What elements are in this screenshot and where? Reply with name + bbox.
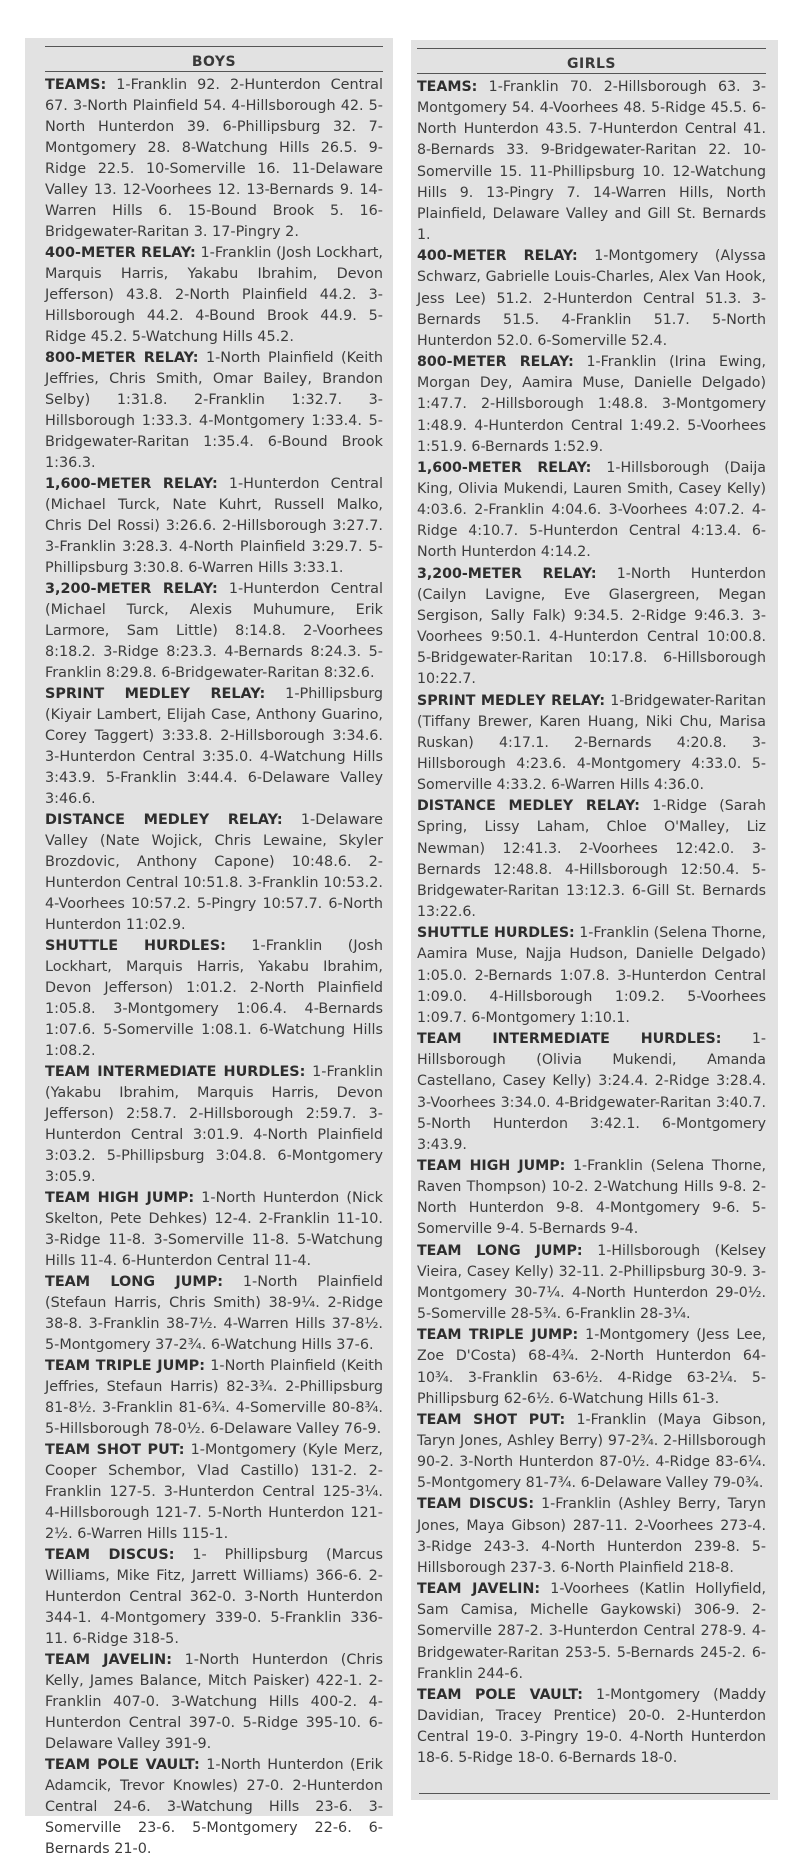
event-results-text: 1-Phillipsburg (Kiyair Lambert, Elijah Case, Anthony Guarino, Corey Taggert) 3:33.8. 2-Hillsborough 3:34.6. 3-Hunterdon Central 3:35.0. 4-Watchung Hills 3:43.9. 5-Franklin 3:44.4. 6-Delaware Valley 3:46.6. (45, 686, 383, 807)
boys-results-column (25, 38, 393, 1857)
event-label: TEAM HIGH JUMP: (45, 1190, 195, 1206)
event-result-entry (417, 1029, 766, 1156)
event-result-entry (417, 564, 766, 691)
girls-header (417, 40, 766, 74)
event-result-entry (45, 1356, 383, 1440)
event-label: 3,200-METER RELAY: (417, 565, 597, 582)
event-result-entry (417, 796, 766, 923)
boys-event-list (45, 75, 383, 1860)
event-results-text: 1-Franklin (Selena Thorne, Aamira Muse, Najja Hudson, Danielle Delgado) 1:05.0. 2-Bernards 1:07.8. 3-Hunterdon Central 1:09.0. 4-Hillsborough 1:09.2. 5-Voorhees 1:09.7. 6-Montgomery 1:10.1. (417, 925, 766, 1026)
event-label: TEAM TRIPLE JUMP: (417, 1327, 579, 1344)
header-bottom-rule (417, 73, 766, 74)
event-results-text: 1-Ridge (Sarah Spring, Lissy Laham, Chloe O'Malley, Liz Newman) 12:41.3. 2-Voorhees 12:42.0. 3-Bernards 12:48.8. 4-Hillsborough 12:50.4. 5-Bridgewater-Raritan 13:12.3. 6-Gill St. Bernards 13:22.6. (417, 798, 766, 921)
event-label: SPRINT MEDLEY RELAY: (45, 686, 266, 702)
event-results-text: 1-Franklin 70. 2-Hillsborough 63. 3-Montgomery 54. 4-Voorhees 48. 5-Ridge 45.5. 6- North Hunterdon 43.5. 7-Hunterdon Central 41. 8-Bernards 33. 9-Bridgewater-Raritan 22. 10-Somerville 15. 11-Phillipsburg 10. 12-Watchung Hills 9. 13-Pingry 7. 14-Warren Hills, North Plainfield, Delaware Valley and Gill St. Bernards 1. (417, 79, 766, 244)
event-results-text: 1- Phillipsburg (Marcus Williams, Mike Fitz, Jarrett Williams) 366-6. 2-Hunterdon Central 362-0. 3-North Hunterdon 344-1. 4-Montgomery 339-0. 5-Franklin 336-11. 6-Ridge 318-5. (45, 1547, 383, 1647)
event-result-entry (417, 246, 766, 352)
event-result-entry (417, 1494, 766, 1579)
event-result-entry (417, 1325, 766, 1410)
event-results-text: 1-Franklin (Irina Ewing, Morgan Dey, Aamira Muse, Danielle Delgado) 1:47.7. 2-Hillsborough 1:48.8. 3-Montgomery 1:48.9. 4-Hunterdon Central 1:49.2. 5-Voorhees 1:51.9. 6-Bernards 1:52.9. (417, 354, 766, 455)
event-result-entry (45, 1188, 383, 1272)
event-result-entry (417, 77, 766, 246)
event-label: TEAM LONG JUMP: (417, 1242, 583, 1259)
event-label: DISTANCE MEDLEY RELAY: (417, 798, 640, 815)
event-label: TEAM SHOT PUT: (45, 1442, 185, 1458)
event-results-text: 1-Franklin (Ashley Berry, Taryn Jones, Maya Gibson) 287-11. 2-Voorhees 273-4. 3-Ridge 243-3. 4-North Hunterdon 239-8. 5-Hillsborough 237-3. 6-North Plainfield 218-8. (417, 1496, 766, 1576)
event-result-entry (417, 458, 766, 564)
event-results-text: 1-Hillsborough (Olivia Mukendi, Amanda Castellano, Casey Kelly) 3:24.4. 2-Ridge 3:28.4. 3-Voorhees 3:34.0. 4-Bridgewater-Raritan 3:40.7. 5-North Hunterdon 3:42.1. 6-Montgomery 3:43.9. (417, 1031, 766, 1153)
event-result-entry (45, 348, 383, 474)
event-results-text: 1-Hunterdon Central (Michael Turck, Nate Kuhrt, Russell Malko, Chris Del Rossi) 3:26.6. 2-Hillsborough 3:27.7. 3-Franklin 3:28.3. 4-North Plainfield 3:29.7. 5-Phillipsburg 3:30.8. 6-Warren Hills 3:33.1. (45, 476, 383, 576)
event-result-entry (45, 474, 383, 579)
event-results-text: 1-Franklin (Josh Lockhart, Marquis Harris, Yakabu Ibrahim, Devon Jefferson) 43.8. 2-North Plainfield 44.2. 3-Hillsborough 44.2. 4-Bound Brook 44.9. 5-Ridge 45.2. 5-Watchung Hills 45.2. (45, 245, 383, 345)
event-results-text: 1-Franklin (Selena Thorne, Raven Thompson) 10-2. 2-Watchung Hills 9-8. 2-North Hunterdon 9-8. 4-Montgomery 9-6. 5-Somerville 9-4. 5-Bernards 9-4. (417, 1157, 766, 1238)
event-result-entry (45, 1440, 383, 1545)
event-results-text: 1-North Plainfield (Stefaun Harris, Chris Smith) 38-9¼. 2-Ridge 38-8. 3-Franklin 38-7½. 4-Warren Hills 37-8½. 5-Montgomery 37-2¾. 6-Watchung Hills 37-6. (45, 1274, 383, 1353)
event-results-text: 1-Franklin (Yakabu Ibrahim, Marquis Harris, Devon Jefferson) 2:58.7. 2-Hillsborough 2:59.7. 3-Hunterdon Central 3:01.9. 4-North Plainfield 3:03.2. 5-Phillipsburg 3:04.8. 6-Montgomery 3:05.9. (45, 1064, 383, 1185)
event-label: 1,600-METER RELAY: (45, 476, 218, 492)
event-label: TEAM DISCUS: (45, 1547, 175, 1563)
girls-results-column (411, 40, 778, 1800)
event-label: 1,600-METER RELAY: (417, 459, 592, 476)
event-label: SPRINT MEDLEY RELAY: (417, 692, 606, 709)
event-result-entry (417, 691, 766, 797)
event-label: DISTANCE MEDLEY RELAY: (45, 812, 283, 828)
event-label: 3,200-METER RELAY: (45, 581, 218, 597)
header-top-rule (45, 46, 383, 47)
event-results-text: 1-North Hunterdon (Erik Adamcik, Trevor Knowles) 27-0. 2-Hunterdon Central 24-6. 3-Watchung Hills 23-6. 3-Somerville 23-6. 5-Montgomery 22-6. 6-Bernards 21-0. (45, 1757, 384, 1857)
event-results-text: 1-Montgomery (Jess Lee, Zoe D'Costa) 68-4¾. 2-North Hunterdon 64-10¾. 3-Franklin 63-6½. 4-Ridge 63-2¼. 5-Phillipsburg 62-6½. 6-Watchung Hills 61-3. (417, 1327, 766, 1407)
event-label: 400-METER RELAY: (417, 248, 578, 265)
event-result-entry (45, 75, 383, 243)
event-label: TEAM DISCUS: (417, 1496, 535, 1513)
event-results-text: 1-North Hunterdon (Cailyn Lavigne, Eve Glasergreen, Megan Sergison, Sally Falk) 9:34.5. 2-Ridge 9:46.3. 3-Voorhees 9:50.1. 4-Hunterdon Central 10:00.8. 5-Bridgewater-Raritan 10:17.8. 6-Hillsborough 10:22.7. (417, 565, 766, 688)
event-label: TEAM POLE VAULT: (417, 1686, 583, 1703)
girls-event-list (417, 77, 766, 1770)
event-results-text: 1-Hillsborough (Kelsey Vieira, Casey Kelly) 32-11. 2-Phillipsburg 30-9. 3-Montgomery 30-7¼. 4-North Hunterdon 29-0½. 5-Somerville 28-5¾. 6-Franklin 28-3¼. (417, 1242, 767, 1323)
event-results-text: 1-Hunterdon Central (Michael Turck, Alexis Muhumure, Erik Larmore, Sam Little) 8:14.8. 2-Voorhees 8:18.2. 3-Ridge 8:23.3. 4-Bernards 8:24.3. 5-Franklin 8:29.8. 6-Bridgewater-Raritan 8:32.6. (45, 581, 383, 681)
girls-heading: GIRLS (567, 56, 616, 72)
event-results-text: 1-North Plainfield (Keith Jeffries, Chris Smith, Omar Bailey, Brandon Selby) 1:31.8. 2-Franklin 1:32.7. 3-Hillsborough 1:33.3. 4-Montgomery 1:33.4. 5-Bridgewater-Raritan 1:35.4. 6-Bound Brook 1:36.3. (45, 350, 383, 471)
event-label: TEAM POLE VAULT: (45, 1757, 200, 1773)
event-result-entry (45, 579, 383, 684)
event-label: 800-METER RELAY: (417, 354, 574, 371)
event-result-entry (417, 352, 766, 458)
event-label: TEAM TRIPLE JUMP: (45, 1358, 205, 1374)
event-result-entry (45, 1272, 383, 1356)
event-label: TEAM LONG JUMP: (45, 1274, 224, 1290)
event-results-text: 1-North Hunterdon (Nick Skelton, Pete Dehkes) 12-4. 2-Franklin 11-10. 3-Ridge 11-8. 3-Somerville 11-8. 5-Watchung Hills 11-4. 6-Hunterdon Central 11-4. (45, 1190, 383, 1269)
event-results-text: 1-North Hunterdon (Chris Kelly, James Balance, Mitch Paisker) 422-1. 2-Franklin 407-0. 3-Watchung Hills 400-2. 4-Hunterdon Central 397-0. 5-Ridge 395-10. 6-Delaware Valley 391-9. (45, 1652, 383, 1752)
event-result-entry (45, 1650, 383, 1755)
event-label: TEAM INTERMEDIATE HURDLES: (417, 1031, 722, 1048)
event-results-text: 1-Delaware Valley (Nate Wojick, Chris Lewaine, Skyler Brozdovic, Anthony Capone) 10:48.6. 2-Hunterdon Central 10:51.8. 3-Franklin 10:53.2. 4-Voorhees 10:57.2. 5-Pingry 10:57.7. 6-North Hunterdon 11:02.9. (45, 812, 383, 933)
event-result-entry (45, 936, 383, 1062)
clipped-previous-text-fragment (40, 22, 160, 36)
event-result-entry (45, 1062, 383, 1188)
event-result-entry (417, 1410, 766, 1495)
event-results-text: 1-Franklin (Maya Gibson, Taryn Jones, Ashley Berry) 97-2¾. 2-Hillsborough 90-2. 3-North Hunterdon 87-0½. 4-Ridge 83-6¼. 5-Montgomery 81-7¾. 6-Delaware Valley 79-0¾. (417, 1411, 766, 1492)
event-results-text: 1-Franklin 92. 2-Hunterdon Central 67. 3-North Plainfield 54. 4-Hillsborough 42. 5-North Hunterdon 39. 6-Phillipsburg 32. 7-Montgomery 28. 8-Watchung Hills 26.5. 9-Ridge 22.5. 10-Somerville 16. 11-Delaware Valley 13. 12-Voorhees 12. 13-Bernards 9. 14-Warren Hills 6. 15-Bound Brook 5. 16-Bridgewater-Raritan 3. 17-Pingry 2. (45, 77, 383, 240)
girls-bottom-rule (419, 1793, 770, 1794)
event-results-text: 1-Montgomery (Kyle Merz, Cooper Schembor, Vlad Castillo) 131-2. 2-Franklin 127-5. 3-Hunterdon Central 125-3¼. 4-Hillsborough 121-7. 5-North Hunterdon 121-2½. 6-Warren Hills 115-1. (45, 1442, 383, 1542)
event-label: TEAM SHOT PUT: (417, 1411, 566, 1428)
header-bottom-rule (45, 71, 383, 72)
event-results-text: 1-Bridgewater-Raritan (Tiffany Brewer, Karen Huang, Niki Chu, Marisa Ruskan) 4:17.1. 2-Bernards 4:20.8. 3-Hillsborough 4:23.6. 4-Montgomery 4:33.0. 5-Somerville 4:33.2. 6-Warren Hills 4:36.0. (417, 692, 766, 794)
boys-header (45, 38, 383, 72)
event-label: TEAMS: (45, 77, 107, 93)
event-results-text: 1-Voorhees (Katlin Hollyfield, Sam Camisa, Michelle Gaykowski) 306-9. 2-Somerville 287-2. 3-Hunterdon Central 278-9. 4-Bridgewater-Raritan 253-5. 5-Bernards 245-2. 6-Franklin 244-6. (417, 1581, 767, 1682)
event-results-text: 1-Franklin (Josh Lockhart, Marquis Harris, Yakabu Ibrahim, Devon Jefferson) 1:01.2. 2-North Plainfield 1:05.8. 3-Montgomery 1:06.4. 4-Bernards 1:07.6. 5-Somerville 1:08.1. 6-Watchung Hills 1:08.2. (45, 938, 383, 1059)
event-result-entry (45, 1755, 383, 1860)
event-result-entry (417, 923, 766, 1029)
event-label: SHUTTLE HURDLES: (45, 938, 226, 954)
event-result-entry (45, 243, 383, 348)
event-label: TEAM JAVELIN: (417, 1581, 541, 1598)
event-label: TEAMS: (417, 79, 478, 95)
event-results-text: 1-Hillsborough (Daija King, Olivia Mukendi, Lauren Smith, Casey Kelly) 4:03.6. 2-Franklin 4:04.6. 3-Voorhees 4:07.2. 4-Ridge 4:10.7. 5-Hunterdon Central 4:13.4. 6-North Hunterdon 4:14.2. (417, 459, 766, 561)
event-result-entry (45, 684, 383, 810)
event-result-entry (417, 1579, 766, 1685)
event-results-text: 1-Montgomery (Maddy Davidian, Tracey Prentice) 20-0. 2-Hunterdon Central 19-0. 3-Pingry 19-0. 4-North Hunterdon 18-6. 5-Ridge 18-0. 6-Bernards 18-0. (417, 1686, 766, 1767)
header-top-rule (417, 48, 766, 49)
event-label: 400-METER RELAY: (45, 245, 196, 261)
event-result-entry (417, 1156, 766, 1241)
event-label: TEAM JAVELIN: (45, 1652, 172, 1668)
event-results-text: 1-Montgomery (Alyssa Schwarz, Gabrielle Louis-Charles, Alex Van Hook, Jess Lee) 51.2. 2-Hunterdon Central 51.3. 3-Bernards 51.5. 4-Franklin 51.7. 5-North Hunterdon 52.0. 6-Somerville 52.4. (417, 248, 766, 349)
event-results-text: 1-North Plainfield (Keith Jeffries, Stefaun Harris) 82-3¾. 2-Phillipsburg 81-8½. 3-Franklin 81-6¾. 4-Somerville 80-8¾. 5-Hillsborough 78-0½. 6-Delaware Valley 76-9. (45, 1358, 383, 1437)
event-result-entry (45, 810, 383, 936)
event-label: 800-METER RELAY: (45, 350, 199, 366)
event-result-entry (45, 1545, 383, 1650)
event-label: TEAM HIGH JUMP: (417, 1157, 566, 1174)
event-result-entry (417, 1685, 766, 1770)
boys-heading: BOYS (191, 54, 237, 70)
event-label: TEAM INTERMEDIATE HURDLES: (45, 1064, 306, 1080)
event-result-entry (417, 1241, 766, 1326)
event-label: SHUTTLE HURDLES: (417, 925, 575, 942)
